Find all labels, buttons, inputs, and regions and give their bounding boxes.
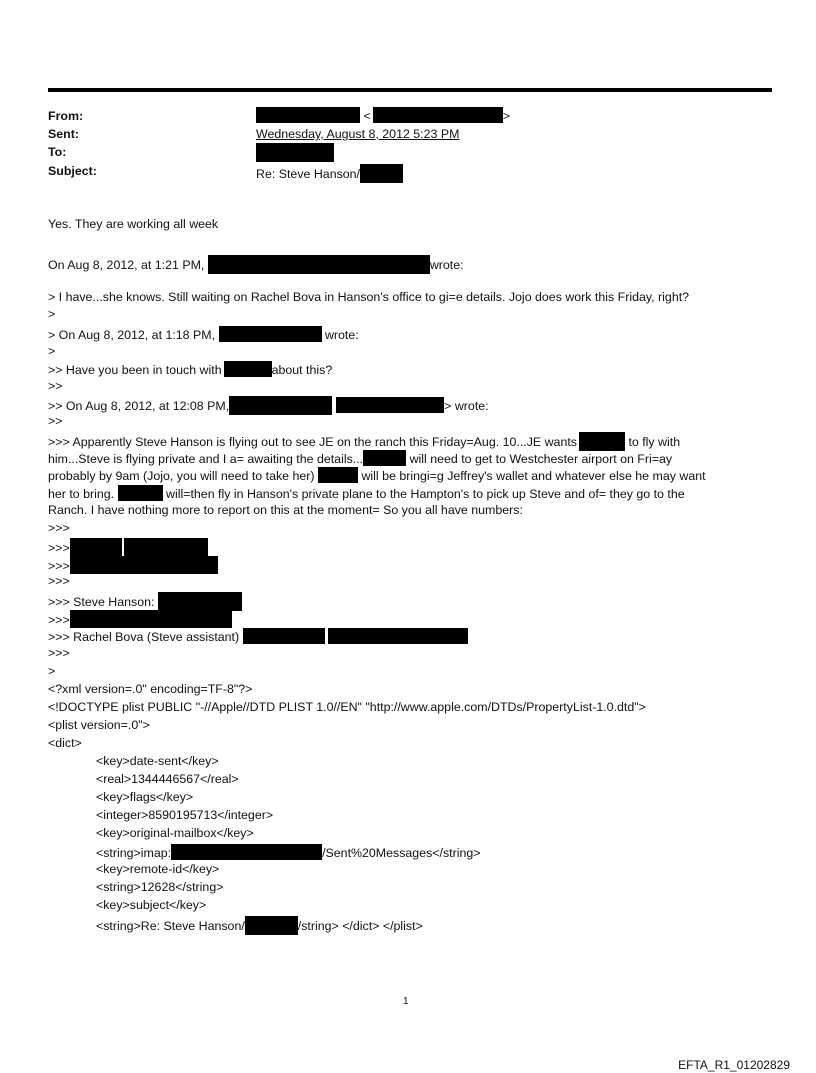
from-value	[256, 107, 510, 123]
from-lt: <	[363, 109, 371, 123]
subject-label: Subject:	[48, 164, 97, 178]
redaction-box	[70, 556, 218, 574]
quote-line: her to bring. will=then fly in Hanson's private plane to the Hampton's to pick up Steve and of= they go to the	[48, 487, 685, 501]
redaction-box	[70, 610, 232, 628]
redaction-box	[229, 396, 332, 415]
xml-line: <string>imap: /Sent%20Messages</string>	[96, 846, 481, 860]
xml-line: <key>subject</key>	[96, 898, 207, 912]
xml-line: <string>12628</string>	[96, 880, 224, 894]
quote-line: >>>	[48, 574, 70, 588]
xml-line: <integer>8590195713</integer>	[96, 808, 274, 822]
redaction-box	[118, 485, 163, 501]
quote-line: >>>	[48, 556, 218, 574]
document-id: EFTA_R1_01202829	[678, 1058, 790, 1072]
redaction-box	[124, 538, 208, 557]
quote-line: >	[48, 344, 56, 358]
redaction-box	[245, 916, 298, 935]
quote-line: >>>	[48, 646, 70, 660]
to-value	[256, 143, 334, 162]
redaction-box	[70, 538, 122, 557]
quote-line: >> On Aug 8, 2012, at 12:08 PM, > wrote:	[48, 396, 489, 415]
xml-line: <dict>	[48, 736, 82, 750]
sent-value: Wednesday, August 8, 2012 5:23 PM	[256, 127, 460, 141]
reply-text: Yes. They are working all week	[48, 217, 219, 231]
redaction-box	[219, 326, 322, 342]
header-rule	[48, 88, 772, 92]
quote-line: >>> Rachel Bova (Steve assistant)	[48, 628, 468, 644]
xml-line: <?xml version=.0" encoding=TF-8"?>	[48, 682, 253, 696]
quote-line: >	[48, 307, 56, 321]
redaction-box	[360, 164, 403, 183]
xml-line: <key>original-mailbox</key>	[96, 826, 254, 840]
xml-line: <key>date-sent</key>	[96, 754, 219, 768]
redaction-box	[579, 432, 625, 451]
subject-value	[256, 164, 403, 183]
from-gt: >	[502, 109, 510, 123]
quote-line: >>	[48, 379, 63, 393]
quote-line: > I have...she knows. Still waiting on Rachel Bova in Hanson's office to gi=e details. Jojo does work this Friday, right?	[48, 290, 690, 304]
quote-line: On Aug 8, 2012, at 1:21 PM, wrote:	[48, 255, 464, 274]
redaction-box	[256, 107, 360, 123]
page-number: 1	[403, 996, 409, 1007]
redaction-box	[224, 361, 272, 377]
subject-text: Re: Steve Hanson/	[256, 167, 361, 181]
xml-line: <key>remote-id</key>	[96, 862, 220, 876]
redaction-box	[158, 592, 242, 611]
quote-line: >> Have you been in touch with about this?	[48, 363, 333, 377]
xml-line: <key>flags</key>	[96, 790, 194, 804]
quote-line: >>	[48, 414, 63, 428]
quote-line: >>> Apparently Steve Hanson is flying out to see JE on the ranch this Friday=Aug. 10...JE wants to fly with	[48, 432, 680, 451]
quote-line: >	[48, 664, 56, 678]
from-label: From:	[48, 109, 84, 123]
redaction-box	[336, 397, 444, 413]
redaction-box	[363, 450, 406, 466]
redaction-box	[243, 628, 325, 644]
quote-line: him...Steve is flying private and I a= awaiting the details... will need to get to Westchester airport on Fri=ay	[48, 452, 673, 466]
redaction-box	[256, 143, 334, 162]
xml-line: <!DOCTYPE plist PUBLIC "-//Apple//DTD PLIST 1.0//EN" "http://www.apple.com/DTDs/PropertyList-1.0.dtd">	[48, 700, 646, 714]
quote-line: Ranch. I have nothing more to report on this at the moment= So you all have numbers:	[48, 503, 523, 517]
xml-line: <real>1344446567</real>	[96, 772, 239, 786]
xml-line: <string>Re: Steve Hanson/ /string> </dict> </plist>	[96, 916, 423, 935]
xml-line: <plist version=.0">	[48, 718, 150, 732]
quote-line: > On Aug 8, 2012, at 1:18 PM, wrote:	[48, 328, 359, 342]
quote-line: >>>	[48, 538, 208, 557]
sent-label: Sent:	[48, 127, 79, 141]
quote-line: >>> Steve Hanson:	[48, 592, 242, 611]
quote-line: >>>	[48, 610, 232, 628]
quote-line: probably by 9am (Jojo, you will need to take her) will be bringi=g Jeffrey's wallet and whatever else he may want	[48, 469, 706, 483]
quote-line: >>>	[48, 521, 70, 535]
redaction-box	[208, 255, 430, 274]
to-label: To:	[48, 145, 67, 159]
redaction-box	[171, 844, 322, 860]
redaction-box	[328, 628, 468, 644]
redaction-box	[373, 107, 503, 123]
redaction-box	[318, 467, 358, 483]
